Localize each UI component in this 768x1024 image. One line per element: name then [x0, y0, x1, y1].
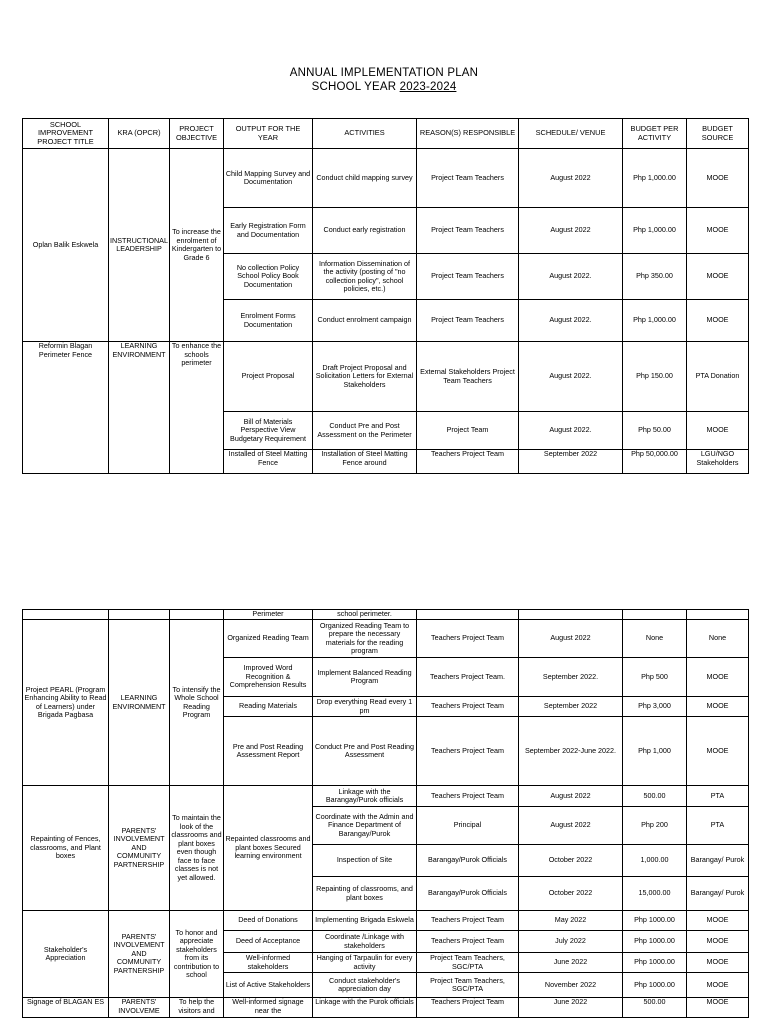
activity-cell: Conduct Pre and Post Assessment on the Perimeter [313, 412, 417, 450]
output-cell: Bill of Materials Perspective View Budgetary Requirement [224, 412, 313, 450]
kra-cell: LEARNING ENVIRONMENT [109, 342, 170, 474]
budget-cell: Php 150.00 [623, 342, 687, 412]
budget-cell: Php 50,000.00 [623, 450, 687, 474]
source-cell: MOOE [687, 412, 749, 450]
column-header: ACTIVITIES [313, 119, 417, 149]
source-cell: MOOE [687, 717, 749, 786]
empty-cell [109, 610, 170, 620]
objective-cell: To increase the enrolment of Kindergarten to Grade 6 [170, 149, 224, 342]
project-title-cell: Oplan Balik Eskwela [23, 149, 109, 342]
responsible-cell: Teachers Project Team [417, 697, 519, 717]
schedule-cell: October 2022 [519, 845, 623, 877]
schedule-cell: August 2022 [519, 208, 623, 254]
budget-cell: Php 1,000.00 [623, 208, 687, 254]
source-cell: Barangay/ Purok [687, 845, 749, 877]
activity-cell: Hanging of Tarpaulin for every activity [313, 953, 417, 973]
empty-cell [417, 610, 519, 620]
source-cell: MOOE [687, 973, 749, 998]
implementation-plan-table-page1 [22, 118, 749, 474]
activity-cell: Organized Reading Team to prepare the necessary materials for the reading program [313, 620, 417, 658]
column-header: KRA (OPCR) [109, 119, 170, 149]
responsible-cell: Project Team [417, 412, 519, 450]
schedule-cell: August 2022 [519, 807, 623, 845]
source-cell: MOOE [687, 208, 749, 254]
plan-title: ANNUAL IMPLEMENTATION PLAN [289, 67, 479, 79]
output-cell: Organized Reading Team [224, 620, 313, 658]
kra-cell: INSTRUCTIONAL LEADERSHIP [109, 149, 170, 342]
source-cell: MOOE [687, 149, 749, 208]
output-cell: No collection Policy School Policy Book Documentation [224, 254, 313, 300]
schedule-cell: August 2022. [519, 342, 623, 412]
output-cell: Early Registration Form and Documentation [224, 208, 313, 254]
schedule-cell: June 2022 [519, 998, 623, 1018]
output-cell: Well-informed signage near the [224, 998, 313, 1018]
output-cell: Deed of Donations [224, 911, 313, 931]
table-header-row [23, 119, 749, 149]
schedule-cell: August 2022. [519, 254, 623, 300]
source-cell: MOOE [687, 254, 749, 300]
activity-cell: Repainting of classrooms, and plant boxes [313, 877, 417, 911]
activity-cell: Implement Balanced Reading Program [313, 658, 417, 697]
responsible-cell: External Stakeholders Project Team Teachers [417, 342, 519, 412]
activity-cell: Conduct enrolment campaign [313, 300, 417, 342]
budget-cell: None [623, 620, 687, 658]
budget-cell: Php 1000.00 [623, 973, 687, 998]
budget-cell: Php 1000.00 [623, 931, 687, 953]
schedule-cell: August 2022 [519, 786, 623, 807]
source-cell: MOOE [687, 658, 749, 697]
column-header: REASON(S) RESPONSIBLE [417, 119, 519, 149]
school-year-value: 2023-2024 [399, 81, 457, 93]
activity-cell: Draft Project Proposal and Solicitation Letters for External Stakeholders [313, 342, 417, 412]
column-header: SCHEDULE/ VENUE [519, 119, 623, 149]
column-header: SCHOOL IMPROVEMENT PROJECT TITLE [23, 119, 109, 149]
column-header: BUDGET SOURCE [687, 119, 749, 149]
objective-cell: To help the visitors and [170, 998, 224, 1018]
responsible-cell: Barangay/Purok Officials [417, 845, 519, 877]
budget-cell: 500.00 [623, 786, 687, 807]
source-cell: PTA Donation [687, 342, 749, 412]
table-row [23, 149, 749, 208]
schedule-cell: August 2022. [519, 300, 623, 342]
source-cell: MOOE [687, 953, 749, 973]
activity-cell: school perimeter. [313, 610, 417, 620]
schedule-cell: September 2022 [519, 450, 623, 474]
schedule-cell: May 2022 [519, 911, 623, 931]
budget-cell: Php 350.00 [623, 254, 687, 300]
activity-cell: Installation of Steel Matting Fence around [313, 450, 417, 474]
source-cell: MOOE [687, 300, 749, 342]
table-row [23, 786, 749, 807]
source-cell: MOOE [687, 931, 749, 953]
table-row [23, 610, 749, 620]
kra-cell: LEARNING ENVIRONMENT [109, 620, 170, 786]
output-cell: Project Proposal [224, 342, 313, 412]
budget-cell: Php 3,000 [623, 697, 687, 717]
column-header: OUTPUT FOR THE YEAR [224, 119, 313, 149]
activity-cell: Coordinate with the Admin and Finance Department of Barangay/Purok [313, 807, 417, 845]
budget-cell: 500.00 [623, 998, 687, 1018]
implementation-plan-table-page2 [22, 609, 749, 1018]
responsible-cell: Teachers Project Team [417, 786, 519, 807]
output-cell: List of Active Stakeholders [224, 973, 313, 998]
project-title-cell: Reformin Blagan Perimeter Fence [23, 342, 109, 474]
project-title-cell: Stakeholder's Appreciation [23, 911, 109, 998]
budget-cell: Php 1,000 [623, 717, 687, 786]
budget-cell: Php 1,000.00 [623, 300, 687, 342]
output-cell: Installed of Steel Matting Fence [224, 450, 313, 474]
school-year-heading [0, 81, 768, 93]
responsible-cell: Project Team Teachers [417, 149, 519, 208]
project-title-cell: Signage of BLAGAN ES [23, 998, 109, 1018]
output-cell: Child Mapping Survey and Documentation [224, 149, 313, 208]
responsible-cell: Teachers Project Team [417, 717, 519, 786]
schedule-cell: October 2022 [519, 877, 623, 911]
column-header: PROJECT OBJECTIVE [170, 119, 224, 149]
activity-cell: Conduct stakeholder's appreciation day [313, 973, 417, 998]
empty-cell [623, 610, 687, 620]
activity-cell: Conduct Pre and Post Reading Assessment [313, 717, 417, 786]
source-cell: MOOE [687, 911, 749, 931]
project-title-cell: Project PEARL (Program Enhancing Ability to Read of Learners) under Brigada Pagbasa [23, 620, 109, 786]
responsible-cell: Project Team Teachers [417, 300, 519, 342]
responsible-cell: Teachers Project Team [417, 931, 519, 953]
responsible-cell: Barangay/Purok Officials [417, 877, 519, 911]
kra-cell: PARENTS' INVOLVEMENT AND COMMUNITY PARTNERSHIP [109, 786, 170, 911]
responsible-cell: Teachers Project Team [417, 450, 519, 474]
source-cell: MOOE [687, 998, 749, 1018]
output-cell: Repainted classrooms and plant boxes Secured learning environment [224, 786, 313, 911]
table-row [23, 342, 749, 412]
schedule-cell: November 2022 [519, 973, 623, 998]
activity-cell: Linkage with the Purok officials [313, 998, 417, 1018]
schedule-cell: September 2022-June 2022. [519, 717, 623, 786]
responsible-cell: Project Team Teachers [417, 208, 519, 254]
source-cell: LGU/NGO Stakeholders [687, 450, 749, 474]
schedule-cell: September 2022. [519, 658, 623, 697]
budget-cell: 1,000.00 [623, 845, 687, 877]
output-cell: Reading Materials [224, 697, 313, 717]
source-cell: PTA [687, 786, 749, 807]
school-year-label: SCHOOL YEAR [311, 81, 400, 93]
output-cell: Improved Word Recognition & Comprehension Results [224, 658, 313, 697]
activity-cell: Implementing Brigada Eskwela [313, 911, 417, 931]
source-cell: None [687, 620, 749, 658]
budget-cell: Php 50.00 [623, 412, 687, 450]
objective-cell: To maintain the look of the classrooms and plant boxes even though face to face classes is not yet allowed. [170, 786, 224, 911]
schedule-cell: August 2022. [519, 412, 623, 450]
budget-cell: Php 200 [623, 807, 687, 845]
table-row [23, 911, 749, 931]
schedule-cell: August 2022 [519, 620, 623, 658]
activity-cell: Coordinate /Linkage with stakeholders [313, 931, 417, 953]
schedule-cell: June 2022 [519, 953, 623, 973]
kra-cell: PARENTS' INVOLVEMENT AND COMMUNITY PARTNERSHIP [109, 911, 170, 998]
activity-cell: Information Dissemination of the activity (posting of "no collection policy", school policies, etc.) [313, 254, 417, 300]
objective-cell: To enhance the schools perimeter [170, 342, 224, 474]
output-cell: Enrolment Forms Documentation [224, 300, 313, 342]
empty-cell [23, 610, 109, 620]
responsible-cell: Principal [417, 807, 519, 845]
column-header: BUDGET PER ACTIVITY [623, 119, 687, 149]
empty-cell [170, 610, 224, 620]
budget-cell: Php 1,000.00 [623, 149, 687, 208]
output-cell: Perimeter [224, 610, 313, 620]
activity-cell: Conduct early registration [313, 208, 417, 254]
kra-cell: PARENTS' INVOLVEME [109, 998, 170, 1018]
empty-cell [687, 610, 749, 620]
table-row [23, 620, 749, 658]
responsible-cell: Teachers Project Team [417, 911, 519, 931]
objective-cell: To intensify the Whole School Reading Program [170, 620, 224, 786]
activity-cell: Inspection of Site [313, 845, 417, 877]
budget-cell: Php 500 [623, 658, 687, 697]
source-cell: Barangay/ Purok [687, 877, 749, 911]
objective-cell: To honor and appreciate stakeholders from its contribution to school [170, 911, 224, 998]
responsible-cell: Project Team Teachers [417, 254, 519, 300]
activity-cell: Drop everything Read every 1 pm [313, 697, 417, 717]
budget-cell: 15,000.00 [623, 877, 687, 911]
output-cell: Well-informed stakeholders [224, 953, 313, 973]
source-cell: MOOE [687, 697, 749, 717]
project-title-cell: Repainting of Fences, classrooms, and Plant boxes [23, 786, 109, 911]
output-cell: Pre and Post Reading Assessment Report [224, 717, 313, 786]
responsible-cell: Teachers Project Team. [417, 658, 519, 697]
responsible-cell: Teachers Project Team [417, 620, 519, 658]
responsible-cell: Project Team Teachers, SGC/PTA [417, 973, 519, 998]
responsible-cell: Teachers Project Team [417, 998, 519, 1018]
schedule-cell: July 2022 [519, 931, 623, 953]
output-cell: Deed of Acceptance [224, 931, 313, 953]
activity-cell: Linkage with the Barangay/Purok officials [313, 786, 417, 807]
activity-cell: Conduct child mapping survey [313, 149, 417, 208]
schedule-cell: September 2022 [519, 697, 623, 717]
table-row [23, 998, 749, 1018]
schedule-cell: August 2022 [519, 149, 623, 208]
budget-cell: Php 1000.00 [623, 911, 687, 931]
empty-cell [519, 610, 623, 620]
budget-cell: Php 1000.00 [623, 953, 687, 973]
source-cell: PTA [687, 807, 749, 845]
responsible-cell: Project Team Teachers, SGC/PTA [417, 953, 519, 973]
